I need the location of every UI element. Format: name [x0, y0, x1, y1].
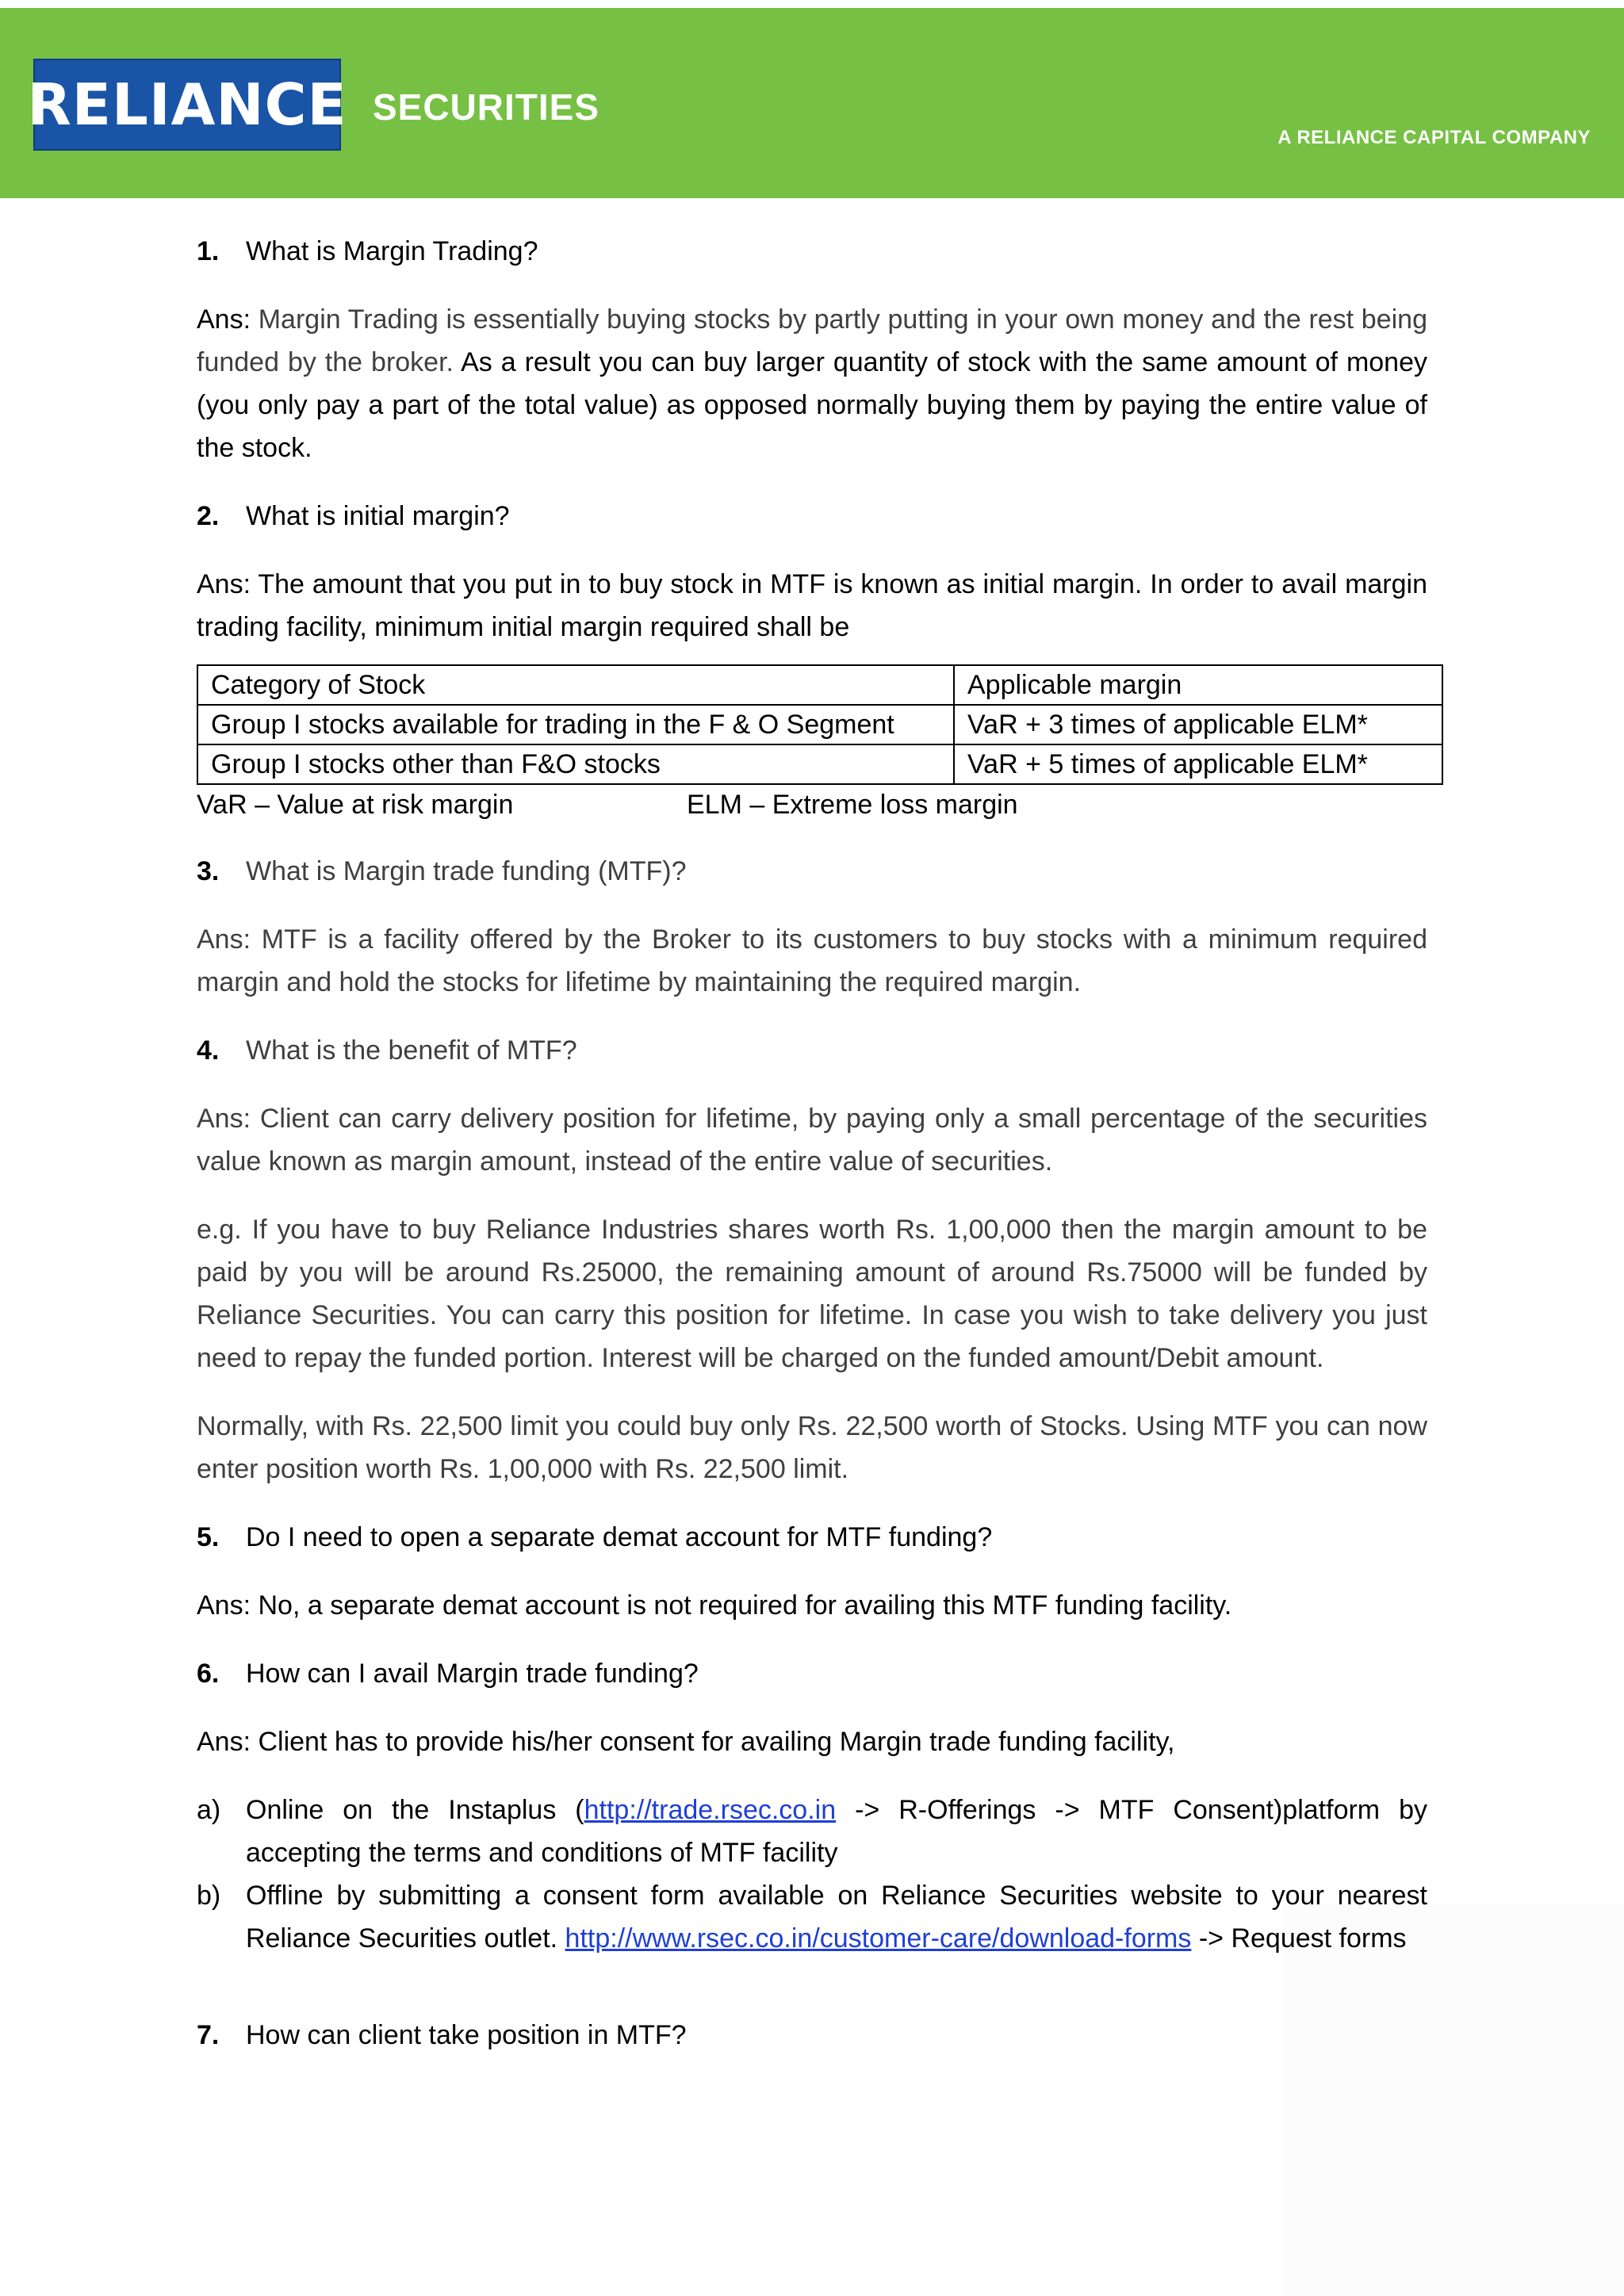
list-text	[246, 1874, 1427, 1960]
table-cell: VaR + 3 times of applicable ELM*	[954, 705, 1442, 744]
table-row	[197, 744, 1442, 784]
logo-text: RELIANCE	[27, 71, 347, 138]
reliance-logo	[27, 59, 347, 151]
question-text: What is the benefit of MTF?	[246, 1035, 577, 1066]
answer-4: Ans: Client can carry delivery position for lifetime, by paying only a small percentage of the securities value known as margin amount, instead of the entire value of securities.	[197, 1104, 1427, 1177]
question-text: How can I avail Margin trade funding?	[246, 1659, 699, 1689]
legend-elm: ELM – Extreme loss margin	[687, 790, 1018, 820]
question-text: What is initial margin?	[246, 501, 510, 531]
list-text-before: Online on the Instaplus (	[246, 1795, 584, 1825]
list-text-before: Offline by submitting a consent form available on Reliance Securities website to your nearest Reliance Securities outlet.	[246, 1881, 1427, 1954]
question-number: 1.	[197, 236, 220, 266]
list-item	[197, 1789, 1427, 1874]
table-header-row	[197, 665, 1442, 705]
question-text: What is Margin trade funding (MTF)?	[246, 856, 687, 886]
list-text	[246, 1789, 1427, 1874]
margin-table	[197, 664, 1443, 785]
answer-6: Ans: Client has to provide his/her consent for availing Margin trade funding facility,	[197, 1727, 1175, 1757]
answer-rest-text: As a result you can buy larger quantity of stock with the same amount of money (you only pay a part of the total value) as opposed normally buying them by paying the entire value of the stock.	[197, 347, 1427, 463]
answer-4-example: e.g. If you have to buy Reliance Industries shares worth Rs. 1,00,000 then the margin amount to be paid by you will be around Rs.25000, the remaining amount of around Rs.75000 will be funded by Reliance Securities. You can carry this position for lifetime. In case you wish to take delivery you just need to repay the funded portion. Interest will be charged on the funded amount/Debit amount.	[197, 1215, 1427, 1373]
answer-1	[197, 298, 1427, 469]
question-5	[197, 1516, 1427, 1559]
instaplus-link[interactable]: http://trade.rsec.co.in	[584, 1795, 837, 1825]
table-cell: VaR + 5 times of applicable ELM*	[954, 744, 1442, 784]
question-4	[197, 1029, 1427, 1072]
table-header-cell: Applicable margin	[954, 665, 1442, 705]
answer-grey-text: Margin Trading is essentially buying stocks by partly putting in your own money and the rest being funded by the broker.	[197, 304, 1427, 377]
table-legend	[197, 785, 1427, 825]
list-item	[197, 1874, 1427, 1960]
question-2	[197, 495, 1427, 538]
table-header-cell: Category of Stock	[197, 665, 954, 705]
faq-content	[197, 230, 1427, 2057]
question-text: Do I need to open a separate demat account for MTF funding?	[246, 1522, 993, 1552]
question-number: 6.	[197, 1659, 220, 1689]
question-number: 3.	[197, 856, 220, 886]
list-marker: a)	[197, 1795, 221, 1825]
question-number: 7.	[197, 2020, 220, 2050]
question-6	[197, 1652, 1427, 1695]
question-number: 4.	[197, 1035, 220, 1066]
question-7	[197, 2014, 1427, 2057]
list-marker: b)	[197, 1881, 221, 1911]
answer-5: Ans: No, a separate demat account is not required for availing this MTF funding facility.	[197, 1590, 1232, 1621]
tagline: A RELIANCE CAPITAL COMPANY	[1277, 127, 1591, 148]
question-text: What is Margin Trading?	[246, 236, 538, 266]
table-cell: Group I stocks other than F&O stocks	[197, 744, 954, 784]
answer-3: Ans: MTF is a facility offered by the Broker to its customers to buy stocks with a minimum required margin and hold the stocks for lifetime by maintaining the required margin.	[197, 924, 1427, 997]
answer-4-note: Normally, with Rs. 22,500 limit you could buy only Rs. 22,500 worth of Stocks. Using MTF you can now enter position worth Rs. 1,00,000 with Rs. 22,500 limit.	[197, 1411, 1427, 1484]
download-forms-link[interactable]: http://www.rsec.co.in/customer-care/download-forms	[565, 1923, 1192, 1954]
list-text-after: -> Request forms	[1191, 1923, 1407, 1954]
table-cell: Group I stocks available for trading in the F & O Segment	[197, 705, 954, 744]
table-row	[197, 705, 1442, 744]
question-3	[197, 850, 1427, 893]
legend-var: VaR – Value at risk margin	[197, 790, 514, 820]
question-text: How can client take position in MTF?	[246, 2020, 687, 2050]
question-number: 5.	[197, 1522, 220, 1552]
answer-prefix: Ans:	[197, 304, 251, 335]
answer-2: Ans: The amount that you put in to buy stock in MTF is known as initial margin. In order to avail margin trading facility, minimum initial margin required shall be	[197, 569, 1427, 642]
header-banner	[0, 8, 1624, 198]
list-text-after: -> R-Offerings -> MTF Consent)platform by accepting the terms and conditions of MTF facility	[246, 1795, 1427, 1868]
question-1	[197, 230, 1427, 273]
brand-securities: SECURITIES	[373, 86, 600, 128]
question-number: 2.	[197, 501, 220, 531]
